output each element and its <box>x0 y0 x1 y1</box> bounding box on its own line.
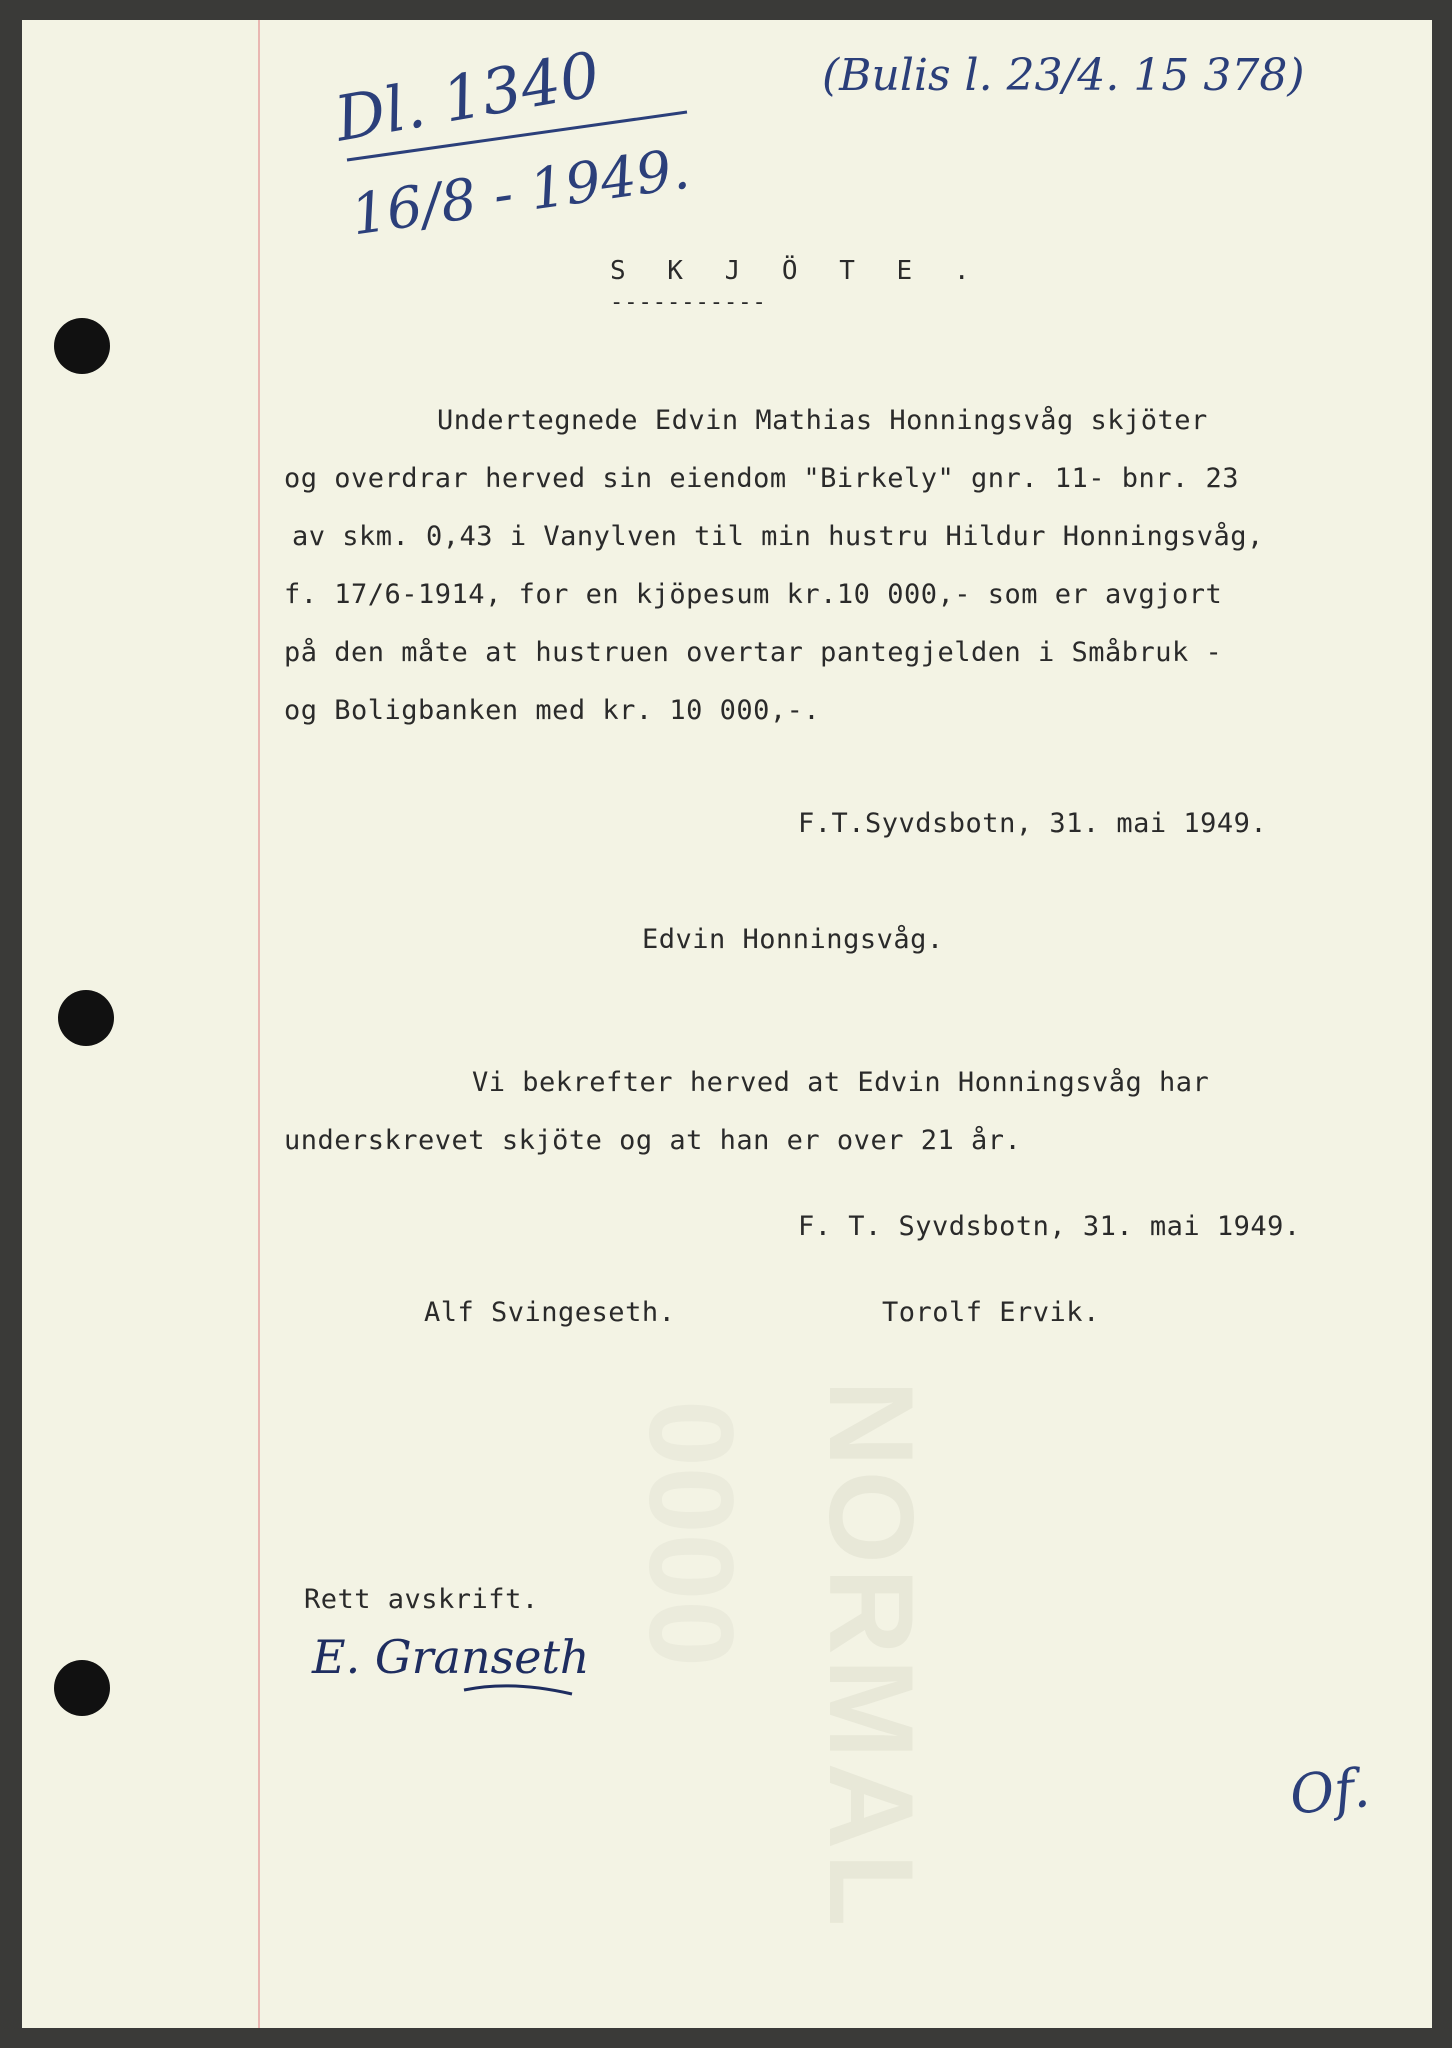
witness-line-1: Vi bekrefter herved at Edvin Honningsvåg har <box>472 1067 1210 1098</box>
document-page <box>22 20 1432 2028</box>
watermark-text: NORMAL <box>804 1380 938 1931</box>
witness-1-name: Alf Svingeseth. <box>424 1297 676 1328</box>
copy-signature: E. Granseth <box>312 1630 590 1684</box>
initials: Of. <box>1286 1756 1373 1827</box>
body-line-4: f. 17/6-1914, for en kjöpesum kr.10 000,- som er avgjort <box>284 579 1223 610</box>
signature-stroke <box>462 1660 582 1700</box>
registration-date: 16/8 - 1949. <box>347 136 694 249</box>
signer-name: Edvin Honningsvåg. <box>642 924 944 955</box>
watermark-digits: 0000 <box>624 1400 758 1667</box>
registration-number: Dl. 1340 <box>329 37 606 156</box>
body-line-3: av skm. 0,43 i Vanylven til min hustru Hildur Honningsvåg, <box>292 521 1264 552</box>
punch-hole-middle <box>58 990 114 1046</box>
witness-line-2: underskrevet skjöte og at han er over 21 år. <box>284 1125 1022 1156</box>
body-line-2: og overdrar herved sin eiendom "Birkely" gnr. 11- bnr. 23 <box>284 463 1240 494</box>
punch-hole-top <box>54 318 110 374</box>
margin-line <box>258 20 260 2028</box>
body-line-5: på den måte at hustruen overtar pantegjelden i Småbruk - <box>284 637 1223 668</box>
document-title: S K J Ö T E . <box>610 256 983 286</box>
body-line-1: Undertegnede Edvin Mathias Honningsvåg skjöter <box>437 405 1208 436</box>
witness-2-name: Torolf Ervik. <box>882 1297 1100 1328</box>
body-line-6: og Boligbanken med kr. 10 000,-. <box>284 695 821 726</box>
title-underline: ----------- <box>610 290 767 315</box>
book-reference: (Bulis l. 23/4. 15 378) <box>822 50 1305 101</box>
copy-note: Rett avskrift. <box>304 1584 539 1615</box>
place-date-1: F.T.Syvdsbotn, 31. mai 1949. <box>798 808 1268 839</box>
place-date-2: F. T. Syvdsbotn, 31. mai 1949. <box>798 1211 1301 1242</box>
punch-hole-bottom <box>54 1660 110 1716</box>
handwritten-underline <box>342 100 702 170</box>
